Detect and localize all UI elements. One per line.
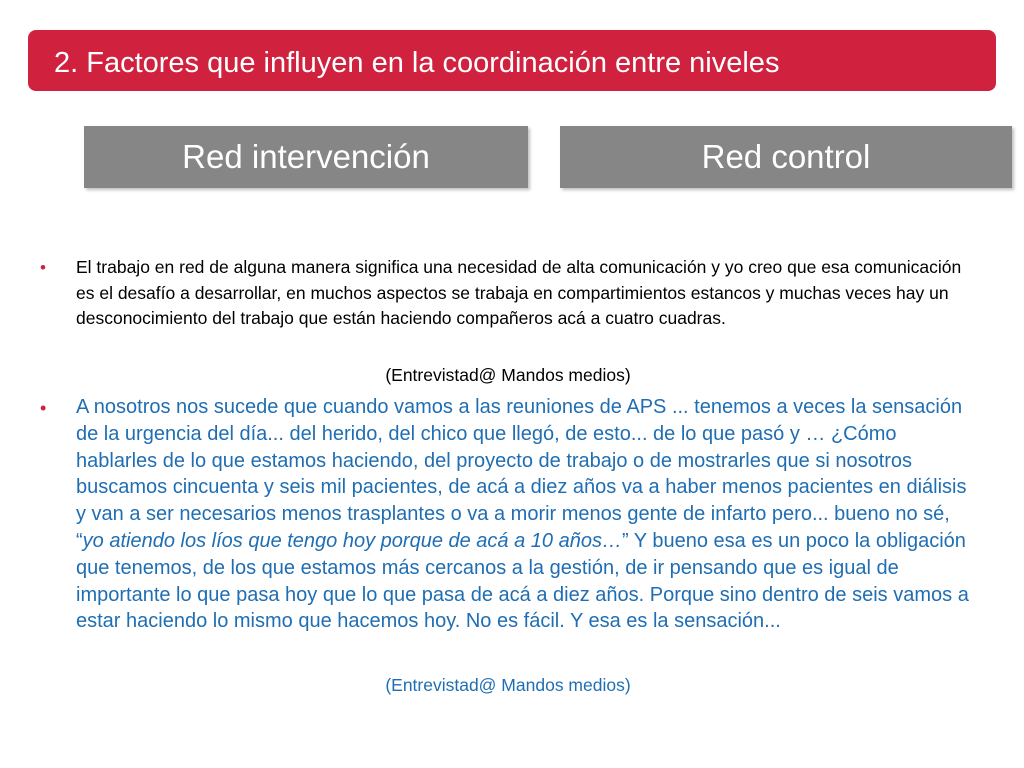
bullet-item-2 [40,394,980,635]
slide-title: 2. Factores que influyen en la coordinación entre niveles [54,47,780,79]
bullet-icon: • [40,258,46,277]
quote-text-start: A nosotros nos sucede que cuando vamos a las reuniones de APS ... tenemos a veces la sensación de la urgencia del día... del herido, del chico que llegó, de esto... de lo que pasó y … ¿Cómo hablarles de lo que estamos haciendo, del proyecto de trabajo o de mostrarles que si nosotros buscamos cincuenta y seis mil pacientes, de acá a diez años va a haber menos pacientes en diálisis y van a ser necesarios menos trasplantes o va a morir menos gente de infarto pero... bueno no sé, “ [76,396,967,552]
bullet-item-1 [40,255,980,332]
tab-red-intervencion: Red intervención [84,126,528,188]
quote-text-end: ” Y bueno esa es un poco la obligación que tenemos, de los que estamos más cercanos a la gestión, de ir pensando que es igual de importante lo que pasa hoy que lo que pasa de acá a diez años. Porque sino dentro de seis vamos a estar haciendo lo mismo que hacemos hoy. No es fácil. Y esa es la sensación... [76,529,969,633]
attribution-1: (Entrevistad@ Mandos medios) [385,365,631,385]
bullet-text-1: El trabajo en red de alguna manera significa una necesidad de alta comunicación y yo creo que esa comunicación es el desafío a desarrollar, en muchos aspectos se trabaja en compartimientos estancos y muchas veces hay un desconocimiento del trabajo que están haciendo compañeros acá a cuatro cuadras. [76,257,962,328]
bullet-icon: • [40,398,47,418]
title-banner [28,30,996,91]
bullet-text-2 [76,394,980,635]
tab-red-control: Red control [560,126,1012,188]
attribution-2: (Entrevistad@ Mandos medios) [385,675,631,695]
quote-text-italic: yo atiendo los líos que tengo hoy porque de acá a 10 años… [82,529,622,552]
